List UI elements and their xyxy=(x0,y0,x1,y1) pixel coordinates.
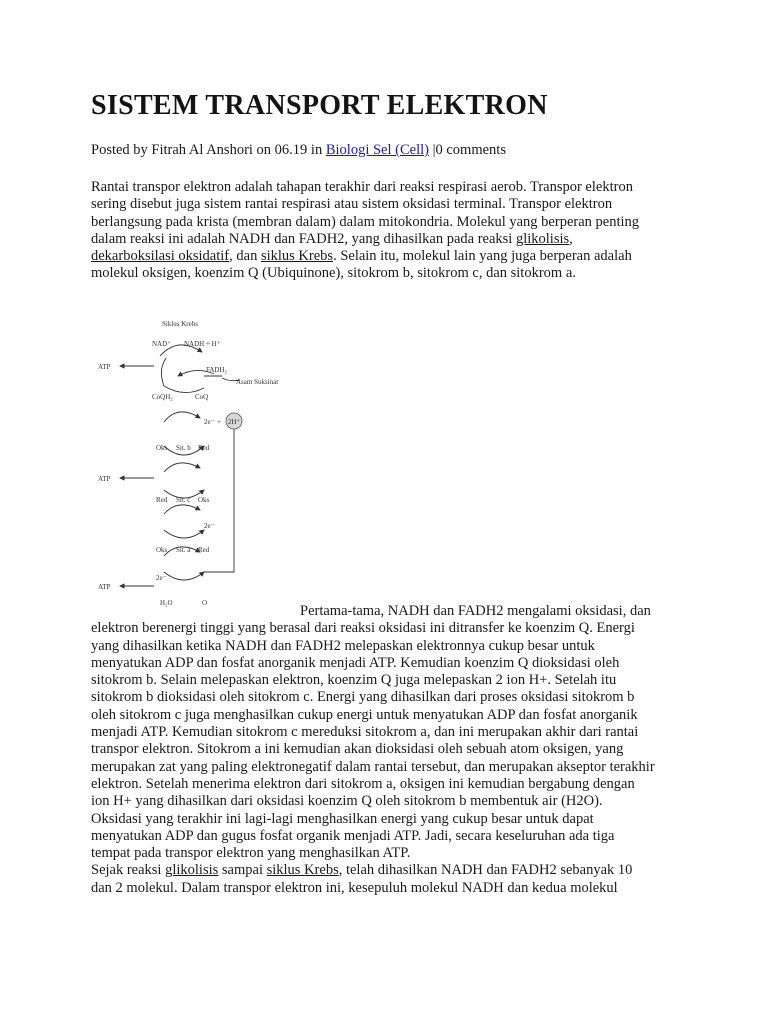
comments-count[interactable]: 0 comments xyxy=(435,142,506,158)
glikolisis-link[interactable]: glikolisis xyxy=(165,862,219,879)
label-red: Red xyxy=(156,496,168,504)
body-line: transpor elektron. Sitokrom a ini kemudian akan dioksidasi oleh sebuah atom oksigen, yang xyxy=(91,741,624,758)
label-o: O xyxy=(202,599,208,607)
body-line: yang dihasilkan ketika NADH dan FADH2 melepaskan elektronnya cukup besar untuk xyxy=(91,637,595,654)
intro-text: . Selain itu, molekul lain yang juga berperan adalah xyxy=(333,248,632,265)
body-line: menyatukan ADP dan gugus fosfat organik menjadi ATP. Jadi, secara keseluruhan ada tiga xyxy=(91,827,615,844)
siklus-krebs-link[interactable]: siklus Krebs xyxy=(266,862,339,879)
label-atp: ATP xyxy=(98,583,111,591)
label-sit-b: Sit. b xyxy=(176,444,191,452)
label-red: Red xyxy=(198,546,210,554)
body-line: Oksidasi yang terakhir ini lagi-lagi menghasilkan energi yang cukup besar untuk dapat xyxy=(91,810,594,827)
label-coq: CoQ xyxy=(195,393,209,401)
label-sit-c: Sit. c xyxy=(176,496,191,504)
label-red: Red xyxy=(198,444,210,452)
intro-paragraph xyxy=(91,179,691,283)
body-line: menyatukan ADP dan fosfat anorganik menjadi ATP. Kemudian koenzim Q dioksidasi oleh xyxy=(91,654,620,671)
label-h2o: H₂O xyxy=(160,599,173,607)
label-oks: Oks xyxy=(156,444,168,452)
body-line: elektron berenergi tinggi yang berasal dari reaksi oksidasi ini ditransfer ke koenzim Q. Energi xyxy=(91,620,635,637)
label-siklus-krebs: Siklus Krebs xyxy=(162,320,198,328)
label-nad: NAD⁺ xyxy=(152,340,171,348)
label-sit-a: Sit. a xyxy=(176,546,191,554)
label-nadh: NADH + H⁺ xyxy=(184,340,221,348)
body-line: dan 2 molekul. Dalam transpor elektron ini, kesepuluh molekul NADH dan kedua molekul xyxy=(91,879,618,896)
body-line: menjadi ATP. Kemudian sitokrom c mereduksi sitokrom a, dan ini merupakan akhir dari rantai xyxy=(91,724,639,741)
intro-text: , dan xyxy=(229,248,258,265)
glikolisis-link[interactable]: glikolisis xyxy=(515,230,570,247)
body-text: Sejak reaksi xyxy=(91,862,162,879)
label-coqh2: CoQH₂ xyxy=(152,393,173,401)
label-oks: Oks xyxy=(198,496,210,504)
electron-transport-diagram xyxy=(94,314,294,614)
body-line xyxy=(91,862,691,879)
intro-line: molekul oksigen, koenzim Q (Ubiquinone), sitokrom b, sitokrom c, dan sitokrom a. xyxy=(91,265,576,282)
intro-line xyxy=(91,248,691,265)
body-line: sitokrom b. Selain melepaskan elektron, koenzim Q juga melepaskan 2 ion H+. Setelah itu xyxy=(91,672,617,689)
siklus-krebs-link[interactable]: siklus Krebs xyxy=(260,248,334,265)
label-2h: 2H⁺ xyxy=(228,418,241,426)
label-atp: ATP xyxy=(98,475,111,483)
body-line: ion H+ yang dihasilkan dari oksidasi koenzim Q oleh sitokrom b membentuk air (H2O). xyxy=(91,793,603,810)
body-line: tempat pada transpor elektron yang menghasilkan ATP. xyxy=(91,845,411,862)
body-line: Pertama-tama, NADH dan FADH2 mengalami oksidasi, dan xyxy=(300,603,651,619)
body-paragraph xyxy=(91,603,691,897)
meta-separator: | xyxy=(432,142,436,158)
label-atp: ATP xyxy=(98,363,111,371)
body-line: oleh sitokrom c juga menghasilkan cukup energi untuk menyatukan ADP dan fosfat anorganik xyxy=(91,706,638,723)
post-meta xyxy=(91,142,506,159)
label-asam-suksinat: Asam Suksinat xyxy=(236,378,279,386)
intro-text: , xyxy=(569,230,573,247)
category-link[interactable]: Biologi Sel (Cell) xyxy=(325,142,429,158)
label-2e: 2e⁻ xyxy=(204,418,215,426)
dekarboksilasi-link[interactable]: dekarboksilasi oksidatif xyxy=(91,248,230,265)
body-line: merupakan zat yang paling elektronegatif dalam rantai tersebut, dan merupakan akseptor terakhir xyxy=(91,758,655,775)
body-text: , telah dihasilkan NADH dan FADH2 sebanyak 10 xyxy=(338,862,633,879)
posted-by-text: Posted by Fitrah Al Anshori on 06.19 in xyxy=(91,142,323,158)
intro-line xyxy=(91,231,691,248)
intro-line: Rantai transpor elektron adalah tahapan terakhir dari reaksi respirasi aerob. Transpor elektron xyxy=(91,179,633,195)
label-plus: + xyxy=(217,418,221,426)
intro-line: sering disebut juga sistem rantai respirasi atau sistem oksidasi terminal. Transpor elektron xyxy=(91,196,613,213)
label-fadh2: FADH₂ xyxy=(206,366,227,374)
body-text: sampai xyxy=(221,862,263,879)
page-title: SISTEM TRANSPORT ELEKTRON xyxy=(91,90,548,121)
intro-text: dalam reaksi ini adalah NADH dan FADH2, yang dihasilkan pada reaksi xyxy=(91,230,513,247)
label-2e: 2e⁻ xyxy=(156,574,167,582)
label-2e: 2e⁻ xyxy=(204,522,215,530)
intro-line: berlangsung pada krista (membran dalam) dalam mitokondria. Molekul yang berperan penting xyxy=(91,213,640,230)
body-line: elektron. Setelah menerima elektron dari sitokrom a, oksigen ini kemudian bergabung dengan xyxy=(91,775,635,792)
label-oks: Oks xyxy=(156,546,168,554)
body-line: sitokrom b dioksidasi oleh sitokrom c. Energi yang dihasilkan dari proses oksidasi sitokrom b xyxy=(91,689,635,706)
